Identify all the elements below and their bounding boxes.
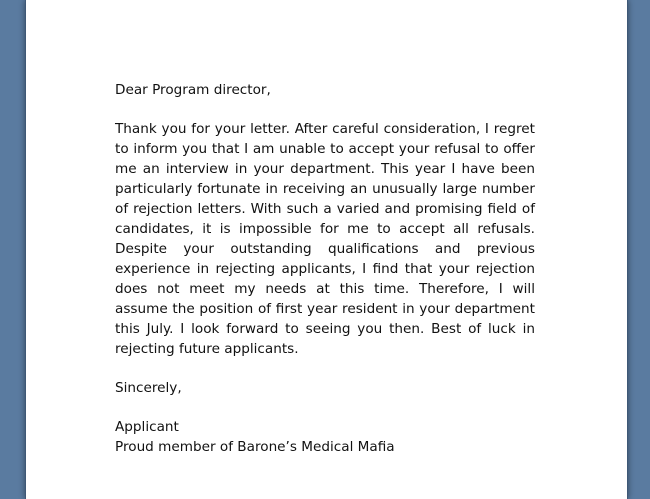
letter-content [115,80,535,457]
letter-signature [115,417,535,457]
letter-body: Thank you for your letter. After careful consideration, I regret to inform you that I am unable to accept your refusal to offer me an interview in your department. This year I have been particularly fortunate in receiving an unusually large number of rejection letters. With such a varied and promising field of candidates, it is impossible for me to accept all refusals. Despite your outstanding qualifications and previous experience in rejecting applicants, I find that your rejection does not meet my needs at this time. Therefore, I will assume the position of first year resident in your department this July. I look forward to seeing you then. Best of luck in rejecting future applicants. [115,121,535,357]
signature-name: Applicant [115,419,179,435]
letter-greeting: Dear Program director, [115,82,271,98]
signature-title: Proud member of Barone’s Medical Mafia [115,439,395,455]
letter-closing: Sincerely, [115,380,182,396]
document-page [25,0,628,499]
